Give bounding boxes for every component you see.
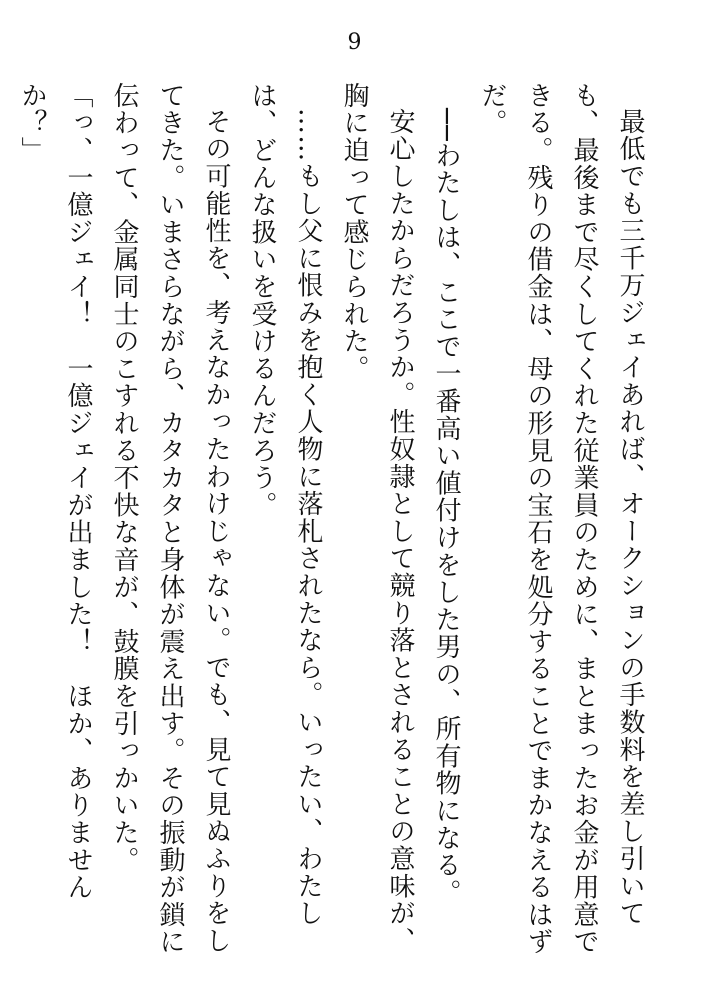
paragraph: 最低でも三千万ジェイあれば、オークションの手数料を差し引いても、最後まで尽くしてくれた従業員のために、まとまったお金が用意できる。残りの借金は、母の形見の宝石を処分することでまかなえるはずだ。 [477,82,645,956]
paragraph: 安心したからだろうか。性奴隷として競り落とされることの意味が、胸に迫って感じられた。 [339,82,415,955]
paragraph: ──わたしは、ここで一番高い値付けをした男の、所有物になる。 [431,108,461,907]
paragraph: ……もし父に恨みを抱く人物に落札されたなら。いったい、わたしは、どんな扱いを受けるんだろう。 [247,82,323,927]
vertical-text-body [17,82,653,962]
dialogue-paragraph: 「っ、一億ジェイ！ 一億ジェイが出ました！ ほか、ありませんか？」 [17,82,93,901]
page-number: 9 [347,30,362,55]
paragraph: その可能性を、考えなかったわけじゃない。でも、見て見ぬふりをしてきた。いまさらながら、カタカタと身体が震え出す。その振動が鎖に伝わって、金属同士のこすれる不快な音が、鼓膜を引っかいた。 [109,82,231,956]
